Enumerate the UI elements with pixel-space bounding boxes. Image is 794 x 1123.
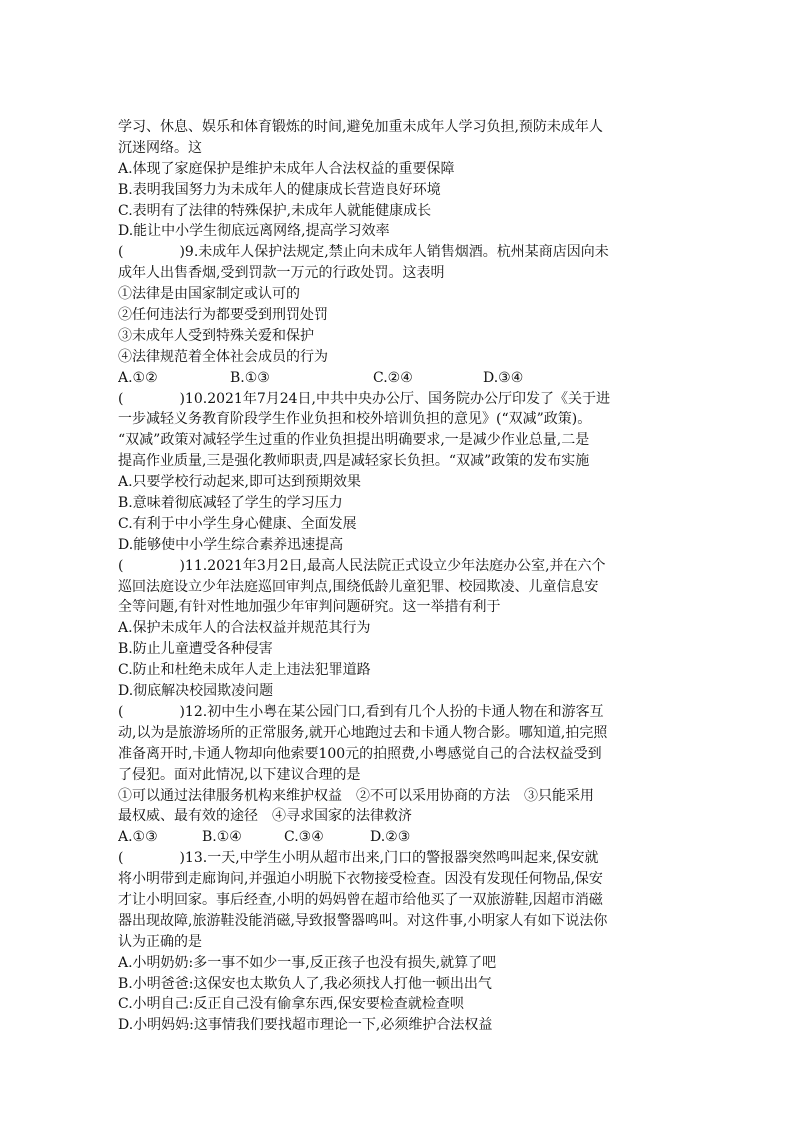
question-stem-line: 准备离开时,卡通人物却向他索要100元的拍照费,小粤感觉自己的合法权益受到 xyxy=(118,745,602,762)
question-stem-line: ( )10.2021年7月24日,中共中央办公厅、国务院办公厅印发了《关于进 xyxy=(118,390,610,407)
answer-option-c: C.有利于中小学生身心健康、全面发展 xyxy=(118,515,357,532)
answer-option-b: B.表明我国努力为未成年人的健康成长营造良好环境 xyxy=(118,181,441,198)
answer-option-d: D.小明妈妈:这事情我们要找超市理论一下,必须维护合法权益 xyxy=(118,1017,493,1034)
question-stem-line: 成年人出售香烟,受到罚款一万元的行政处罚。这表明 xyxy=(118,265,445,282)
answer-option-d: D.能够使中小学生综合素养迅速提高 xyxy=(118,536,344,553)
answer-option-b: B.意味着彻底减轻了学生的学习压力 xyxy=(118,495,343,512)
statement-items-line: ①可以通过法律服务机构来维护权益 ②不可以采用协商的方法 ③只能采用 xyxy=(118,787,594,804)
answer-option-a: A.保护未成年人的合法权益并规范其行为 xyxy=(118,620,371,637)
question-stem-line: 提高作业质量,三是强化教师职责,四是减轻家长负担。“双减”政策的发布实施 xyxy=(118,453,590,470)
question-stem-line: ( )9.未成年人保护法规定,禁止向未成年人销售烟酒。杭州某商店因向未 xyxy=(118,244,609,261)
question-stem-line: 了侵犯。面对此情况,以下建议合理的是 xyxy=(118,766,361,783)
question-stem-line: ( )13.一天,中学生小明从超市出来,门口的警报器突然鸣叫起来,保安就 xyxy=(118,850,599,867)
answer-option-c: C.②④ xyxy=(373,369,413,386)
question-stem-line: 沉迷网络。这 xyxy=(118,139,202,156)
statement-item-3: ③未成年人受到特殊关爱和保护 xyxy=(118,327,314,344)
question-page xyxy=(118,117,678,1036)
answer-option-a: A.只要学校行动起来,即可达到预期效果 xyxy=(118,474,362,491)
question-13 xyxy=(118,848,678,1036)
question-stem-line: 全等问题,有针对性地加强少年审判问题研究。这一举措有利于 xyxy=(118,599,501,616)
answer-option-a: A.小明奶奶:多一事不如少一事,反正孩子也没有损失,就算了吧 xyxy=(118,954,497,971)
answer-option-b: B.防止儿童遭受各种侵害 xyxy=(118,641,273,658)
answer-option-c: C.防止和杜绝未成年人走上违法犯罪道路 xyxy=(118,662,371,679)
answer-option-b: B.小明爸爸:这保安也太欺负人了,我必须找人打他一顿出出气 xyxy=(118,975,492,992)
answer-option-d: D.能让中小学生彻底远离网络,提高学习效率 xyxy=(118,223,390,240)
answer-option-a: A.体现了家庭保护是维护未成年人合法权益的重要保障 xyxy=(118,160,455,177)
question-stem-line: 将小明带到走廊询问,并强迫小明脱下衣物接受检查。因没有发现任何物品,保安 xyxy=(118,871,603,888)
question-10 xyxy=(118,389,678,556)
answer-option-c: C.小明自己:反正自己没有偷拿东西,保安要检查就检查呗 xyxy=(118,996,464,1013)
question-stem-line: 器出现故障,旅游鞋没能消磁,导致报警器鸣叫。对这件事,小明家人有如下说法你 xyxy=(118,912,608,929)
answer-option-d: D.彻底解决校园欺凌问题 xyxy=(118,683,274,700)
answer-options-row xyxy=(118,368,678,389)
answer-option-d: D.②③ xyxy=(370,829,411,846)
answer-option-b: B.①④ xyxy=(202,829,242,846)
question-9 xyxy=(118,242,678,388)
question-stem-line: ( )11.2021年3月2日,最高人民法院正式设立少年法庭办公室,并在六个 xyxy=(118,557,606,574)
answer-option-a: A.①③ xyxy=(118,829,158,846)
question-stem-line: 学习、休息、娱乐和体育锻炼的时间,避免加重未成年人学习负担,预防未成年人 xyxy=(118,119,603,135)
answer-option-a: A.①② xyxy=(118,369,158,386)
statement-item-1: ①法律是由国家制定或认可的 xyxy=(118,286,300,303)
question-stem-line: 才让小明回家。事后经查,小明的妈妈曾在超市给他买了一双旅游鞋,因超市消磁 xyxy=(118,891,603,908)
statement-item-4: ④法律规范着全体社会成员的行为 xyxy=(118,348,328,365)
question-stem-line: 一步减轻义务教育阶段学生作业负担和校外培训负担的意见》(“双减”政策)。 xyxy=(118,411,592,428)
question-stem-line: “双减”政策对减轻学生过重的作业负担提出明确要求,一是减少作业总量,二是 xyxy=(118,432,590,449)
question-12 xyxy=(118,702,678,848)
answer-option-c: C.③④ xyxy=(284,829,324,846)
answer-option-d: D.③④ xyxy=(483,369,524,386)
question-stem-line: 认为正确的是 xyxy=(118,933,202,950)
question-stem-line: 动,以为是旅游场所的正常服务,就开心地跑过去和卡通人物合影。哪知道,拍完照 xyxy=(118,724,608,741)
answer-option-b: B.①③ xyxy=(230,369,270,386)
question-stem-line: 巡回法庭设立少年法庭巡回审判点,围绕低龄儿童犯罪、校园欺凌、儿童信息安 xyxy=(118,578,599,595)
answer-options-row xyxy=(118,827,678,848)
question-11 xyxy=(118,556,678,702)
statement-items-line: 最权威、最有效的途径 ④寻求国家的法律救济 xyxy=(118,808,412,825)
question-stem-line: ( )12.初中生小粤在某公园门口,看到有几个人扮的卡通人物在和游客互 xyxy=(118,703,604,720)
answer-option-c: C.表明有了法律的特殊保护,未成年人就能健康成长 xyxy=(118,202,432,219)
question-8 xyxy=(118,117,678,242)
statement-item-2: ②任何违法行为都要受到刑罚处罚 xyxy=(118,307,328,324)
